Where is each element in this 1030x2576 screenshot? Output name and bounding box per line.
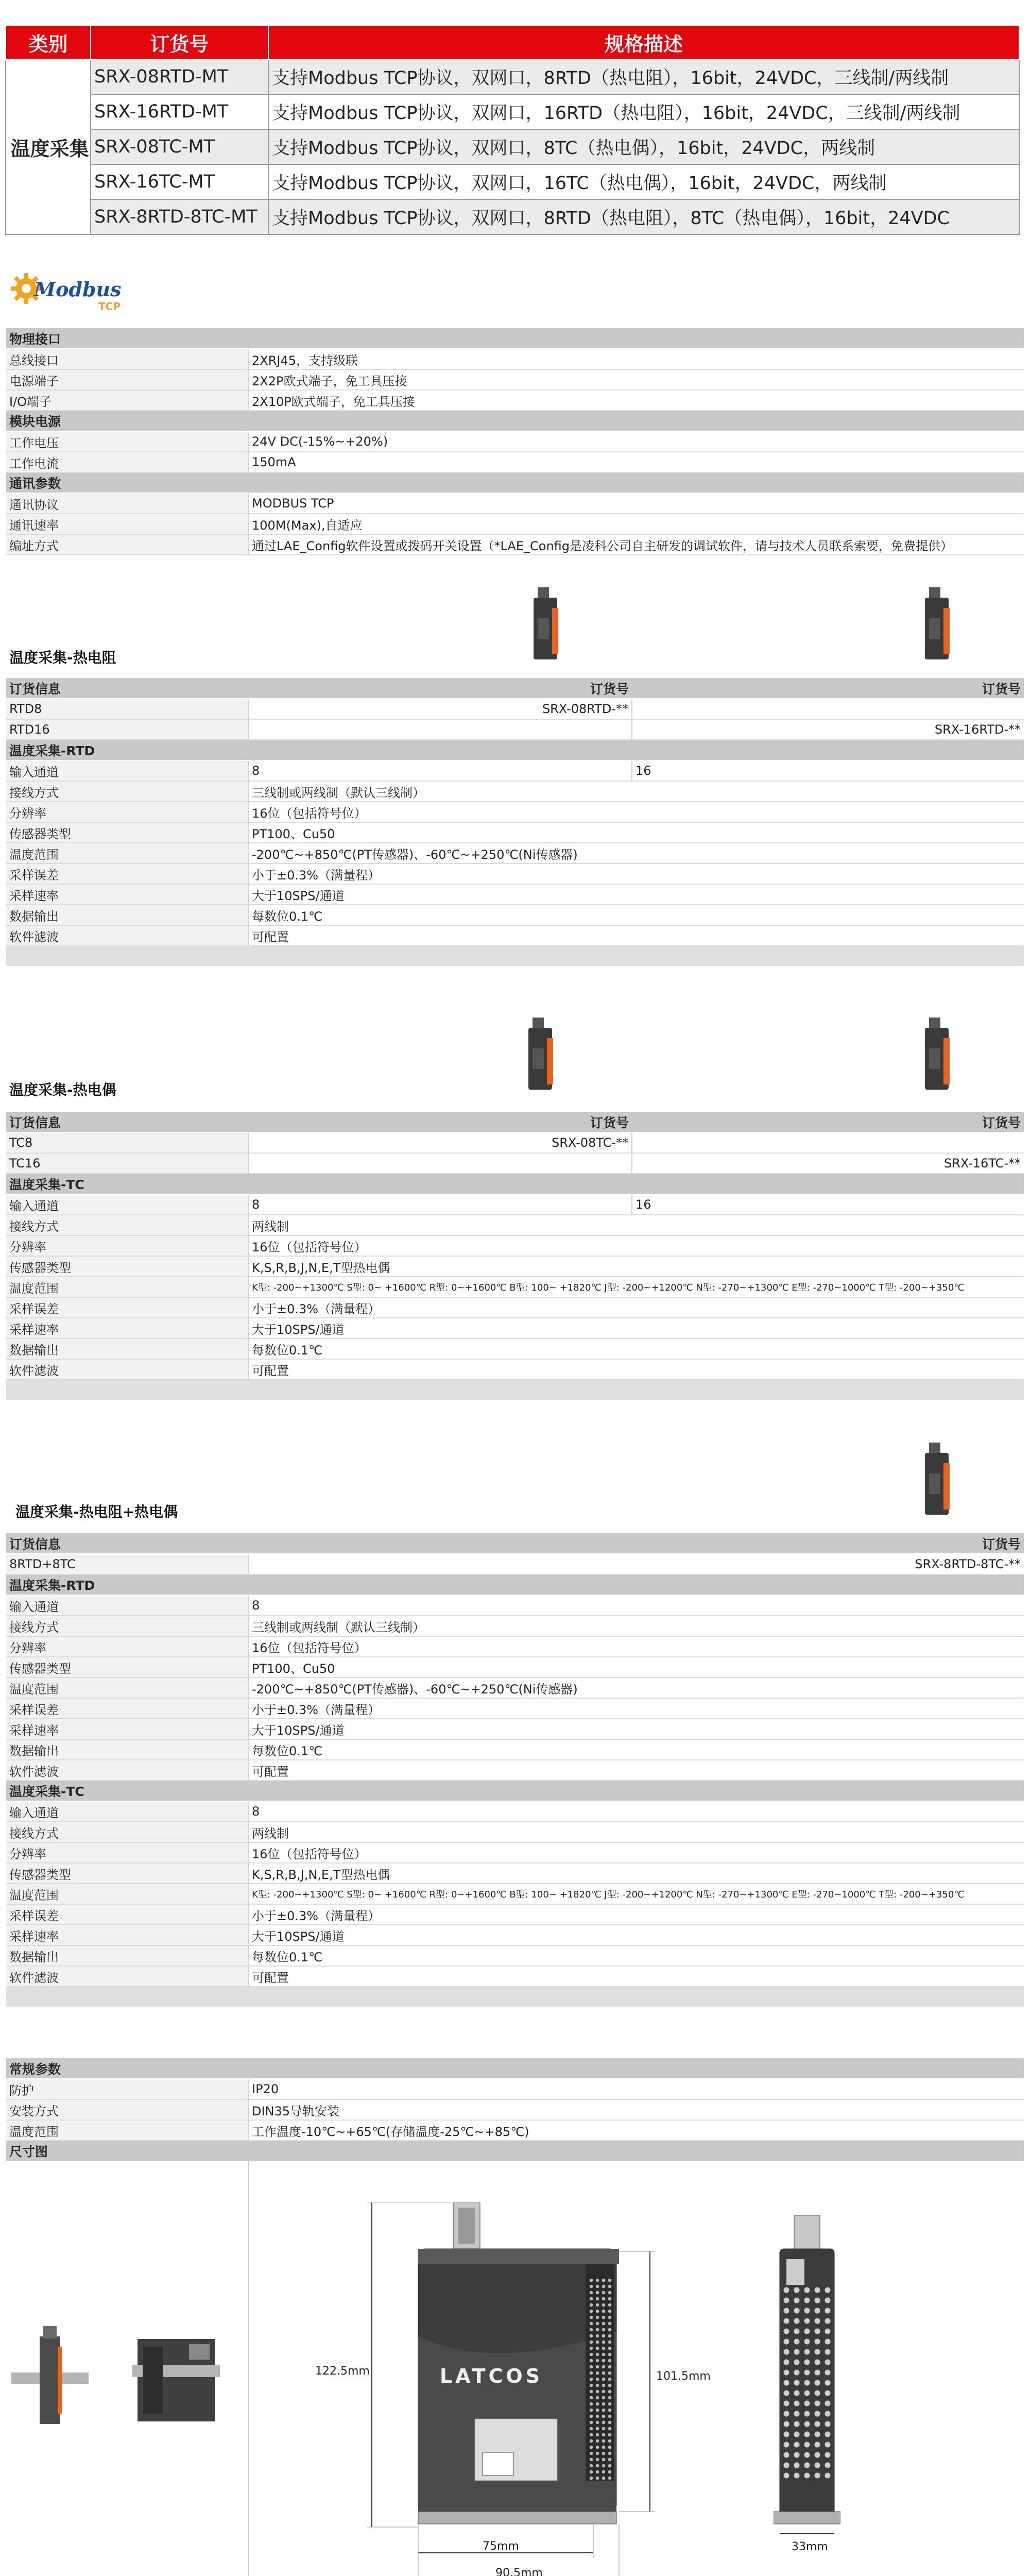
section-title: 温度采集-RTD [6,740,1024,760]
table-row [6,1884,1024,1904]
table-row [6,1636,1024,1657]
order-number: SRX-08TC-** [248,1132,632,1153]
dimension-drawing-area [6,2161,1024,2576]
spec-label: 总线接口 [6,349,248,369]
section-title: 温度采集-RTD [6,1574,1024,1595]
spec-value: 大于10SPS/通道 [248,1925,1024,1945]
table-row [6,199,1019,234]
spec-label: 数据输出 [6,1945,248,1966]
table-row [6,822,1024,843]
spec-label: 数据输出 [6,905,248,925]
table-row [6,1801,1024,1822]
table-row [6,1966,1024,1987]
spec-value: K型: -200~+1300℃ S型: 0~ +1600℃ R型: 0~+1600℃ B型: 100~ +1820℃ J型: -200~+1200℃ N型: -270~+1300℃ E型: -270~1000℃ T型: -200~+350℃ [248,1884,1024,1904]
spec-value: 24V DC(-15%~+20%) [248,431,1024,452]
spec-value: 100M(Max),自适应 [248,514,1024,534]
spec-label: 分辨率 [6,802,248,822]
width-total-label: 90.5mm [495,2567,543,2576]
table-row [6,843,1024,863]
section-header [6,740,1024,760]
dimension-divider [248,2161,249,2576]
spec-label: 数据输出 [6,1739,248,1760]
desc-cell: 支持Modbus TCP协议，双网口，16RTD（热电阻），16bit，24VDC，三线制/两线制 [268,94,1019,129]
spec-value: 16位（包括符号位） [248,1636,1024,1657]
spec-label: 温度范围 [6,1884,248,1904]
spec-value: 小于±0.3%（满量程） [248,1698,1024,1719]
section-header [6,328,1024,349]
section-title: 常规参数 [6,2058,1024,2079]
modbus-logo-text: Modbus [34,278,122,301]
spec-label: 工作电流 [6,452,248,472]
table-row [6,390,1024,411]
model-cell: SRX-8RTD-8TC-MT [91,199,268,234]
spec-value: 可配置 [248,1760,1024,1781]
model-cell: SRX-08RTD-MT [91,59,268,94]
section-header [6,2058,1024,2079]
spec-label: 温度范围 [6,1277,248,1297]
header-category: 类别 [6,25,91,59]
table-footer [6,1380,1024,1400]
modbus-logo-sub: TCP [98,300,121,313]
spec-value: 小于±0.3%（满量程） [248,863,1024,884]
table-row [6,369,1024,390]
spec-label: 温度范围 [6,1677,248,1698]
order-number [248,719,632,740]
spec-value: 小于±0.3%（满量程） [248,1297,1024,1318]
spec-value: IP20 [248,2079,1024,2099]
section-header [6,472,1024,493]
table-row [6,1235,1024,1256]
spec-label: 安装方式 [6,2099,248,2120]
product-image-tc16 [922,1018,953,1095]
section-header [6,2141,1024,2161]
order-header-label: 订货信息 [6,1533,248,1554]
table-row [6,1925,1024,1945]
order-number [632,1132,1024,1153]
spec-value: 两线制 [248,1215,1024,1235]
table-row [6,1719,1024,1739]
order-header-label: 订货信息 [6,1112,248,1132]
spec-label: 编址方式 [6,534,248,555]
spec-value: 8 [248,1801,1024,1822]
table-row [6,164,1019,199]
spec-label: 输入通道 [6,760,248,781]
order-number: SRX-16RTD-** [632,719,1024,740]
table-row [6,2079,1024,2099]
table-row [6,493,1024,514]
spec-value: 150mA [248,452,1024,472]
table-row [6,925,1024,946]
section-header [6,1574,1024,1595]
spec-label: 采样误差 [6,1297,248,1318]
table-row [6,1277,1024,1297]
table-row [6,1863,1024,1884]
product-image-mix [922,1443,953,1520]
spec-value: 8 [248,760,632,781]
spec-label: 采样速率 [6,1925,248,1945]
spec-label: 接线方式 [6,1822,248,1842]
table-row [6,1657,1024,1677]
spec-value: 每数位0.1℃ [248,1739,1024,1760]
spec-label: 传感器类型 [6,822,248,843]
table-row [6,1153,1024,1174]
table-row [6,349,1024,369]
order-number [248,1153,632,1174]
spec-value: 小于±0.3%（满量程） [248,1904,1024,1925]
table-row [6,2120,1024,2141]
section-title: 模块电源 [6,411,1024,431]
spec-value: K,S,R,B,J,N,E,T型热电偶 [248,1863,1024,1884]
product-image-tc8 [525,1018,556,1095]
table-row [6,59,1019,94]
table-row [6,1359,1024,1380]
modbus-logo [8,270,132,312]
table-row [6,1616,1024,1636]
order-number [632,699,1024,719]
table-row [6,1297,1024,1318]
spec-label: 输入通道 [6,1595,248,1616]
spec-value: 大于10SPS/通道 [248,884,1024,905]
width-inner-label: 75mm [483,2540,519,2553]
depth-label: 33mm [792,2540,828,2553]
spec-value: 三线制或两线制（默认三线制） [248,781,1024,802]
brand-label: LATCOS [439,2365,543,2387]
spec-label: 采样速率 [6,1719,248,1739]
order-col-label: 订货号 [632,678,1024,699]
table-row [6,1822,1024,1842]
spec-value: 工作温度-10℃~+65℃(存储温度-25℃~+85℃) [248,2120,1024,2141]
spec-label: 采样误差 [6,1698,248,1719]
table-row [6,1318,1024,1338]
spec-label: 软件滤波 [6,925,248,946]
spec-value: -200℃~+850℃(PT传感器)、-60℃~+250℃(Ni传感器) [248,1677,1024,1698]
spec-label: 采样误差 [6,863,248,884]
table-row [6,905,1024,925]
spec-value: 2X10P欧式端子，免工具压接 [248,390,1024,411]
spec-label: 软件滤波 [6,1760,248,1781]
category-table-header [6,25,1019,59]
table-row [6,1677,1024,1698]
section-title: 通讯参数 [6,472,1024,493]
spec-value: 可配置 [248,1966,1024,1987]
spec-value: 可配置 [248,1359,1024,1380]
order-label: 8RTD+8TC [6,1554,248,1574]
dimension-title: 尺寸图 [6,2141,1024,2161]
spec-value: 16位（包括符号位） [248,1842,1024,1863]
model-cell: SRX-16TC-MT [91,164,268,199]
order-number: SRX-08RTD-** [248,699,632,719]
spec-label: 分辨率 [6,1636,248,1657]
table-row [6,699,1024,719]
category-cell: 温度采集 [6,59,91,234]
product-image-rtd16 [922,587,953,665]
header-description: 规格描述 [268,25,1019,59]
spec-label: 数据输出 [6,1338,248,1359]
spec-label: 接线方式 [6,781,248,802]
spec-value: 每数位0.1℃ [248,1338,1024,1359]
section-title: 温度采集-TC [6,1174,1024,1194]
model-cell: SRX-16RTD-MT [91,94,268,129]
order-label: RTD8 [6,699,248,719]
table-row [6,129,1019,164]
spec-label: 工作电压 [6,431,248,452]
tc-section-title: 温度采集-热电偶 [9,1081,116,1098]
table-row [6,781,1024,802]
rtd-spec-table [6,678,1024,967]
spec-label: 采样速率 [6,884,248,905]
spec-value: 8 [248,1595,1024,1616]
spec-value: 大于10SPS/通道 [248,1719,1024,1739]
tc-spec-table [6,1112,1024,1401]
table-row [6,863,1024,884]
table-row [6,884,1024,905]
table-row [6,1554,1024,1574]
table-row [6,1595,1024,1616]
general-spec-table [6,328,1024,555]
table-row [6,1215,1024,1235]
spec-value: 三线制或两线制（默认三线制） [248,1616,1024,1636]
spec-value: 8 [248,1194,632,1215]
spec-value: PT100、Cu50 [248,822,1024,843]
spec-label: 传感器类型 [6,1863,248,1884]
spec-value: K型: -200~+1300℃ S型: 0~ +1600℃ R型: 0~+1600℃ B型: 100~ +1820℃ J型: -200~+1200℃ N型: -270~+1300℃ E型: -270~1000℃ T型: -200~+350℃ [248,1277,1024,1297]
table-footer [6,1987,1024,2007]
spec-label: 采样速率 [6,1318,248,1338]
height-body-label: 101.5mm [656,2370,711,2383]
spec-label: 温度范围 [6,2120,248,2141]
spec-label: 温度范围 [6,843,248,863]
spec-value: 16 [632,1194,1024,1215]
table-row [6,1739,1024,1760]
terminal-dots [781,2285,833,2481]
order-number: SRX-16TC-** [632,1153,1024,1174]
mix-spec-table [6,1533,1024,2008]
spec-value: MODBUS TCP [248,493,1024,514]
order-label: RTD16 [6,719,248,740]
order-label: TC8 [6,1132,248,1153]
table-row [6,802,1024,822]
order-col-label: 订货号 [248,678,632,699]
spec-label: 传感器类型 [6,1657,248,1677]
spec-label: 电源端子 [6,369,248,390]
spec-value: 16位（包括符号位） [248,802,1024,822]
order-number: SRX-8RTD-8TC-** [248,1554,1024,1574]
desc-cell: 支持Modbus TCP协议，双网口，8RTD（热电阻），16bit，24VDC，三线制/两线制 [268,59,1019,94]
height-total-label: 122.5mm [315,2365,370,2378]
table-row [6,534,1024,555]
desc-cell: 支持Modbus TCP协议，双网口，16TC（热电偶），16bit，24VDC，两线制 [268,164,1019,199]
spec-label: 接线方式 [6,1215,248,1235]
table-row [6,1698,1024,1719]
section-header [6,1781,1024,1801]
spec-label: 防护 [6,2079,248,2099]
table-row [6,1904,1024,1925]
model-cell: SRX-08TC-MT [91,129,268,164]
spec-value: 2XRJ45，支持级联 [248,349,1024,369]
spec-value: 16位（包括符号位） [248,1235,1024,1256]
spec-value: 16 [632,760,1024,781]
spec-label: 通讯协议 [6,493,248,514]
order-header [6,1112,1024,1132]
spec-label: 软件滤波 [6,1359,248,1380]
terminal-dots [588,2277,613,2483]
order-col-label: 订货号 [248,1112,632,1132]
spec-value: PT100、Cu50 [248,1657,1024,1677]
spec-value: DIN35导轨安装 [248,2099,1024,2120]
spec-value: 可配置 [248,925,1024,946]
table-row [6,1338,1024,1359]
header-model: 订货号 [91,25,268,59]
spec-label: 接线方式 [6,1616,248,1636]
desc-cell: 支持Modbus TCP协议，双网口，8RTD（热电阻），8TC（热电偶），16bit，24VDC [268,199,1019,234]
section-title: 物理接口 [6,328,1024,349]
spec-label: 分辨率 [6,1235,248,1256]
order-header-label: 订货信息 [6,678,248,699]
spec-value: K,S,R,B,J,N,E,T型热电偶 [248,1256,1024,1277]
table-row [6,514,1024,534]
spec-value: 每数位0.1℃ [248,1945,1024,1966]
spec-label: 通讯速率 [6,514,248,534]
spec-value: -200℃~+850℃(PT传感器)、-60℃~+250℃(Ni传感器) [248,843,1024,863]
spec-value: 大于10SPS/通道 [248,1318,1024,1338]
category-table [5,25,1020,235]
order-label: TC16 [6,1153,248,1174]
table-row [6,1256,1024,1277]
section-header [6,1174,1024,1194]
spec-value: 两线制 [248,1822,1024,1842]
section-title: 温度采集-TC [6,1781,1024,1801]
table-row [6,1760,1024,1781]
rtd-section-title: 温度采集-热电阻 [9,649,116,666]
order-col-label: 订货号 [248,1533,1024,1554]
table-row [6,1945,1024,1966]
spec-label: 采样误差 [6,1904,248,1925]
table-row [6,1132,1024,1153]
spec-label: 传感器类型 [6,1256,248,1277]
table-row [6,719,1024,740]
spec-value: 2X2P欧式端子，免工具压接 [248,369,1024,390]
spec-label: 输入通道 [6,1801,248,1822]
spec-label: 输入通道 [6,1194,248,1215]
product-image-rtd8 [530,587,561,665]
order-header [6,1533,1024,1554]
table-row [6,760,1024,781]
spec-label: 分辨率 [6,1842,248,1863]
table-footer [6,946,1024,967]
general-params-table [6,2058,1024,2162]
table-row [6,2099,1024,2120]
spec-value: 每数位0.1℃ [248,905,1024,925]
table-row [6,431,1024,452]
mix-section-title: 温度采集-热电阻+热电偶 [15,1503,178,1520]
back-view-image [132,2334,220,2427]
table-row [6,94,1019,129]
section-header [6,411,1024,431]
order-col-label: 订货号 [632,1112,1024,1132]
table-row [6,1194,1024,1215]
table-row [6,452,1024,472]
order-header [6,678,1024,699]
spec-label: 软件滤波 [6,1966,248,1987]
desc-cell: 支持Modbus TCP协议，双网口，8TC（热电偶），16bit，24VDC，两线制 [268,129,1019,164]
spec-value: 通过LAE_Config软件设置或拨码开关设置（*LAE_Config是凌科公司自主研发的调试软件，请与技术人员联系索要，免费提供） [248,534,1024,555]
side-view-image [11,2326,89,2434]
spec-label: I/O端子 [6,390,248,411]
table-row [6,1842,1024,1863]
